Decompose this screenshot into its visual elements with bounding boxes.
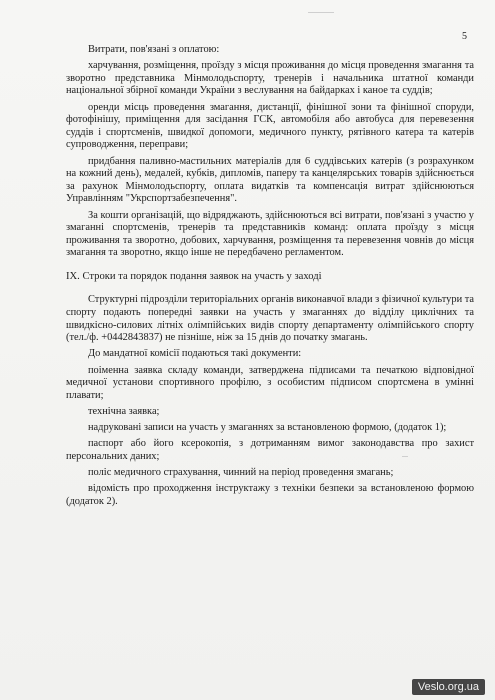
paragraph: Структурні підрозділи територіальних органів виконавчої влади з фізичної культури та спорту подають попередні заявки на участь у змаганнях до відділу циклічних та швидкісно-силових літніх олімпійських видів спорту департаменту олімпійського спорту (тел./ф. +0442843837) не пізніше, ніж за 15 днів до початку змагань. [66,294,475,344]
list-item: поліс медичного страхування, чинний на період проведення змагань; [88,467,394,479]
paragraph: оренди місць проведення змагання, дистанції, фінішної зони та фінішної споруди, фотофінішу, приміщення для засідання ГСК, автомобіля або автобуса для перевезення суддів і спортсменів, швидкої допомоги, медичного пункту, рятівного катера та катерів супроводження, переправи; [66,101,474,151]
list-item: відомість про проходження інструктажу з техніки безпеки за встановленою формою (додаток 2). [66,483,474,507]
list-item: технічна заявка; [88,406,160,417]
list-item: надруковані записи на участь у змаганнях за встановленою формою, (додаток 1); [88,422,447,434]
paragraph: Витрати, пов'язані з оплатою: [88,44,220,55]
scan-speck [308,12,334,13]
list-item: паспорт або його ксерокопія, з дотриманням вимог законодавства про захист персональних даних; [66,438,474,462]
page-number: 5 [462,31,467,42]
paragraph: харчування, розміщення, проїзду з місця проживання до місця проведення змагання та зворотно представника Мінмолодьспорту, тренерів і начальника штатної команди національної збірної команди України з веслування на байдарках і каное та суддів; [66,60,474,97]
paragraph: За кошти організацій, що відряджають, здійснюються всі витрати, пов'язані з участю у змаганні спортсменів, тренерів та представників команд: оплата проїзду з місця проживання та зворотно, добових, харчування, розміщення та перевезення човнів до місця змагання та зворотно, якщо інше не передбачено регламентом. [66,209,474,259]
document-body [66,44,474,512]
paragraph: придбання паливно-мастильних матеріалів для 6 суддівських катерів (з розрахунком на кожний день), медалей, кубків, дипломів, паперу та канцелярських товарів здійснюється за рахунок Мінмолодьспорту, оплата видатків та компенсація витрат здійснюються Управлінням "Укрспортзабезпечення". [66,155,474,205]
site-watermark: Veslo.org.ua [412,679,485,695]
paragraph: До мандатної комісії подаються такі документи: [88,348,302,360]
list-item: поіменна заявка складу команди, затверджена підписами та печаткою відповідної медичної установи спортивного профілю, з особистим підписом спортсмена в умінні плавати; [66,364,474,401]
section-heading: IX. Строки та порядок подання заявок на участь у заході [66,270,322,282]
